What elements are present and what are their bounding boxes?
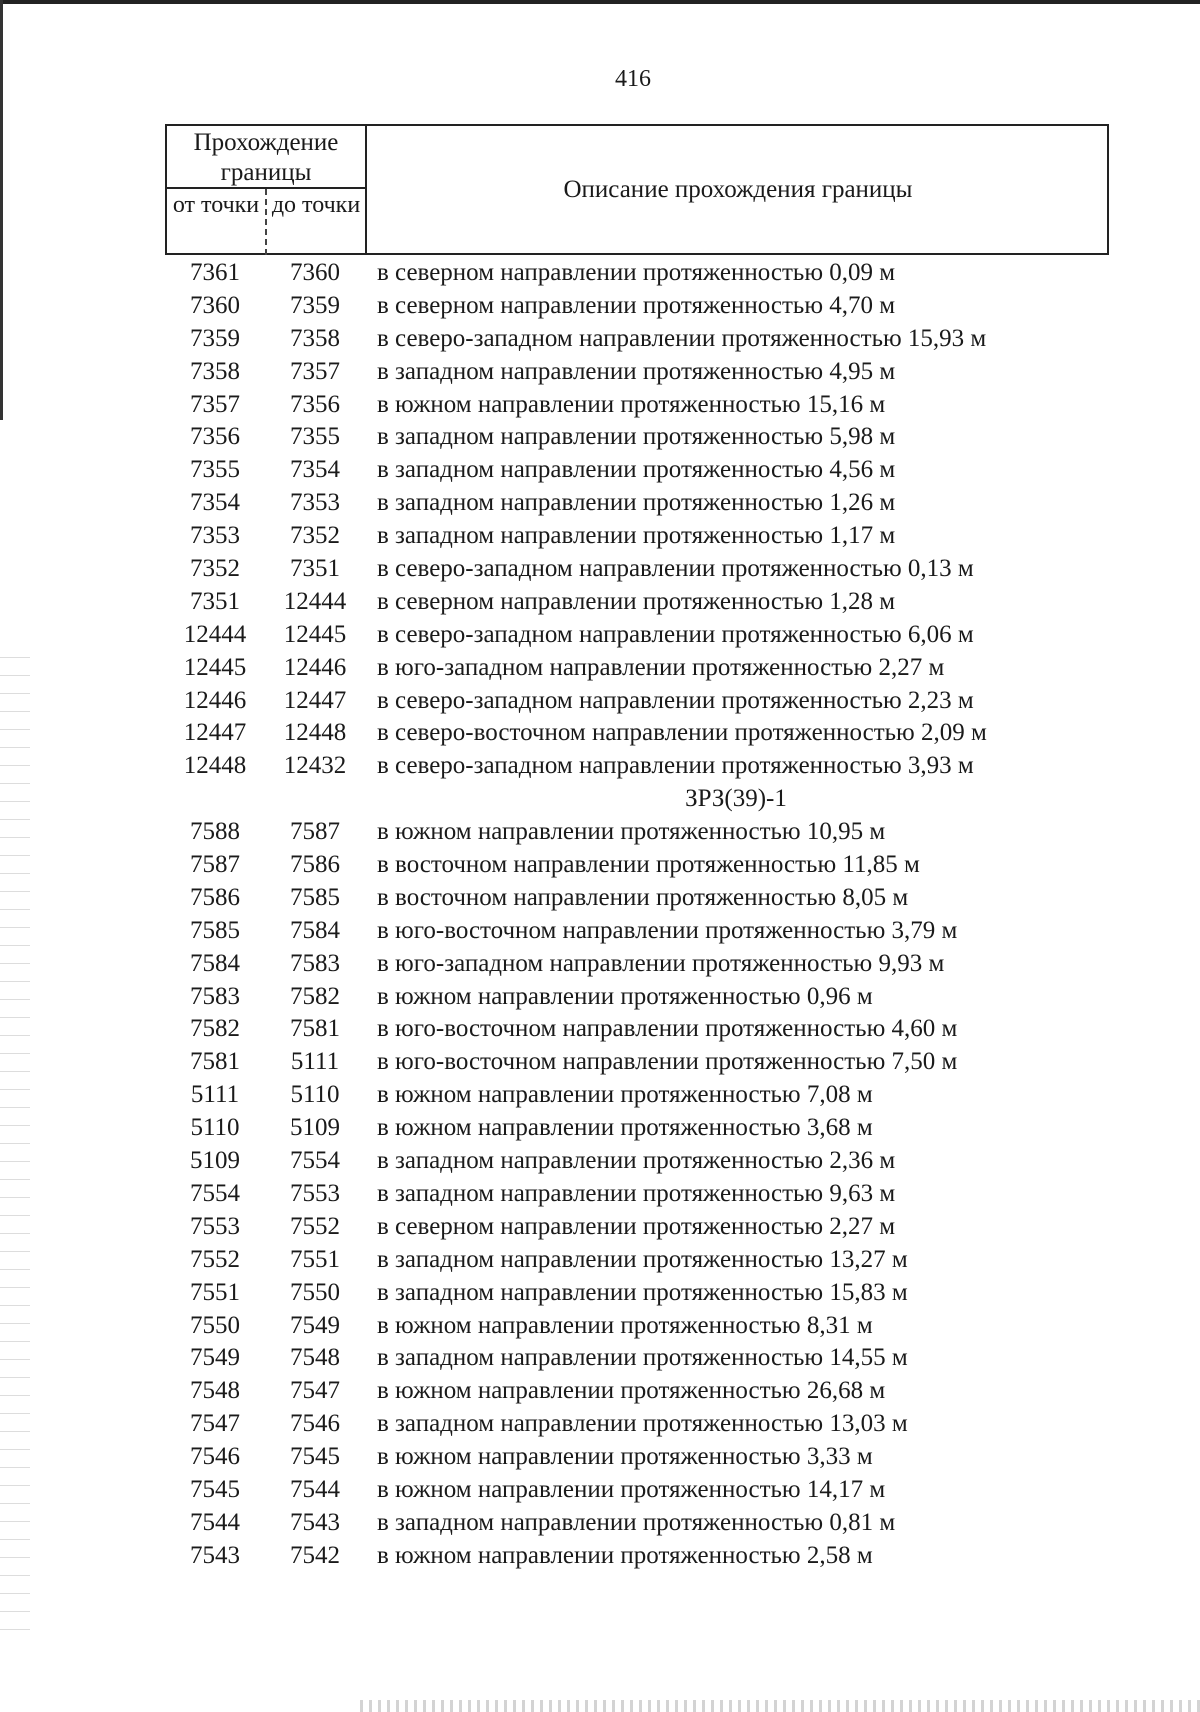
to-point-cell: 7581	[290, 1015, 340, 1043]
to-point-cell: 7355	[290, 423, 340, 451]
from-point-cell: 5110	[190, 1114, 240, 1142]
description-cell: в западном направлении протяженностью 5,98 м	[377, 423, 896, 451]
to-point-cell: 7353	[290, 489, 340, 517]
from-point-cell: 7584	[190, 949, 240, 977]
to-point-cell: 7587	[290, 818, 340, 846]
description-cell: в северо-западном направлении протяженностью 15,93 м	[377, 324, 987, 352]
table-row	[165, 1079, 1109, 1112]
description-cell: в западном направлении протяженностью 4,56 м	[377, 456, 896, 484]
to-point-cell: 12432	[283, 752, 347, 780]
from-point-cell: 7582	[190, 1015, 240, 1043]
table-row	[165, 1013, 1109, 1046]
from-point-cell: 7553	[190, 1212, 240, 1240]
description-cell: в юго-западном направлении протяженностью 2,27 м	[377, 653, 945, 681]
table-row	[165, 356, 1109, 389]
table-row	[165, 1342, 1109, 1375]
table-row	[165, 1310, 1109, 1343]
from-point-cell: 12446	[183, 686, 247, 714]
table-row	[165, 1375, 1109, 1408]
table-row	[165, 1244, 1109, 1277]
description-cell: в северо-восточном направлении протяженностью 2,09 м	[377, 719, 987, 747]
table-row	[165, 1408, 1109, 1441]
description-cell: в западном направлении протяженностью 13,03 м	[377, 1410, 908, 1438]
table-row	[165, 586, 1109, 619]
to-point-cell: 12446	[283, 653, 347, 681]
description-cell: в южном направлении протяженностью 14,17 м	[377, 1475, 886, 1503]
from-point-cell: 7544	[190, 1508, 240, 1536]
description-cell: в южном направлении протяженностью 15,16 м	[377, 390, 886, 418]
section-heading: ЗРЗ(39)-1	[685, 785, 787, 813]
from-point-cell: 7355	[190, 456, 240, 484]
to-point-cell: 7543	[290, 1508, 340, 1536]
table-row	[165, 1507, 1109, 1540]
description-cell: в северо-западном направлении протяженностью 6,06 м	[377, 620, 974, 648]
from-point-cell: 7356	[190, 423, 240, 451]
table-row	[165, 454, 1109, 487]
to-point-cell: 7351	[290, 555, 340, 583]
scan-bottom-noise	[360, 1700, 1200, 1712]
scan-margin-specks	[0, 640, 30, 1640]
header-to-point: до точки	[267, 189, 367, 255]
to-point-cell: 7582	[290, 982, 340, 1010]
from-point-cell: 7354	[190, 489, 240, 517]
from-point-cell: 7543	[190, 1541, 240, 1569]
from-point-cell: 7357	[190, 390, 240, 418]
table-row	[165, 685, 1109, 718]
from-point-cell: 7546	[190, 1443, 240, 1471]
description-cell: в западном направлении протяженностью 14,55 м	[377, 1344, 908, 1372]
to-point-cell: 7546	[290, 1410, 340, 1438]
header-description: Описание прохождения границы	[563, 175, 913, 203]
table-row	[165, 717, 1109, 750]
to-point-cell: 7352	[290, 522, 340, 550]
to-point-cell: 7357	[290, 357, 340, 385]
description-cell: в западном направлении протяженностью 1,26 м	[377, 489, 896, 517]
description-cell: в западном направлении протяженностью 15,83 м	[377, 1278, 908, 1306]
to-point-cell: 7354	[290, 456, 340, 484]
to-point-cell: 12447	[283, 686, 347, 714]
to-point-cell: 7359	[290, 291, 340, 319]
description-cell: в западном направлении протяженностью 1,17 м	[377, 522, 896, 550]
from-point-cell: 7352	[190, 555, 240, 583]
table-row	[165, 816, 1109, 849]
description-cell: в южном направлении протяженностью 7,08 м	[377, 1081, 873, 1109]
description-cell: в юго-восточном направлении протяженностью 7,50 м	[377, 1048, 958, 1076]
from-point-cell: 7550	[190, 1311, 240, 1339]
description-cell: в восточном направлении протяженностью 8,05 м	[377, 883, 909, 911]
table-body	[165, 257, 1109, 1573]
table-row	[165, 1540, 1109, 1573]
from-point-cell: 7585	[190, 916, 240, 944]
description-cell: в западном направлении протяженностью 4,95 м	[377, 357, 896, 385]
to-point-cell: 7549	[290, 1311, 340, 1339]
from-point-cell: 7351	[190, 587, 240, 615]
table-row	[165, 1112, 1109, 1145]
table-row	[165, 323, 1109, 356]
to-point-cell: 7552	[290, 1212, 340, 1240]
page-number: 416	[615, 66, 651, 92]
from-point-cell: 7583	[190, 982, 240, 1010]
to-point-cell: 5111	[290, 1048, 340, 1076]
table-header	[165, 124, 1109, 255]
table-row	[165, 1211, 1109, 1244]
from-point-cell: 7554	[190, 1179, 240, 1207]
from-point-cell: 7586	[190, 883, 240, 911]
description-cell: в южном направлении протяженностью 0,96 м	[377, 982, 873, 1010]
scan-top-border	[0, 0, 1200, 4]
table-row	[165, 1046, 1109, 1079]
to-point-cell: 7356	[290, 390, 340, 418]
to-point-cell: 7358	[290, 324, 340, 352]
table-row	[165, 882, 1109, 915]
description-cell: в западном направлении протяженностью 9,63 м	[377, 1179, 896, 1207]
description-cell: в северо-западном направлении протяженностью 0,13 м	[377, 555, 974, 583]
description-cell: в юго-западном направлении протяженностью 9,93 м	[377, 949, 945, 977]
from-point-cell: 7353	[190, 522, 240, 550]
to-point-cell: 7360	[290, 259, 340, 286]
from-point-cell: 7587	[190, 851, 240, 879]
to-point-cell: 7551	[290, 1245, 340, 1273]
to-point-cell: 7547	[290, 1377, 340, 1405]
table-row	[165, 1178, 1109, 1211]
from-point-cell: 7359	[190, 324, 240, 352]
description-cell: в северо-западном направлении протяженностью 2,23 м	[377, 686, 974, 714]
to-point-cell: 5109	[290, 1114, 340, 1142]
header-from-point: от точки	[167, 189, 267, 255]
to-point-cell: 7554	[290, 1147, 340, 1175]
from-point-cell: 5111	[190, 1081, 240, 1109]
from-point-cell: 12448	[183, 752, 247, 780]
to-point-cell: 7585	[290, 883, 340, 911]
description-cell: в восточном направлении протяженностью 11,85 м	[377, 851, 920, 879]
description-cell: в южном направлении протяженностью 26,68 м	[377, 1377, 886, 1405]
description-cell: в западном направлении протяженностью 2,36 м	[377, 1147, 896, 1175]
section-heading-row	[165, 783, 1109, 816]
to-point-cell: 7583	[290, 949, 340, 977]
to-point-cell: 12445	[283, 620, 347, 648]
description-cell: в южном направлении протяженностью 10,95 м	[377, 818, 886, 846]
to-point-cell: 7548	[290, 1344, 340, 1372]
description-cell: в западном направлении протяженностью 0,81 м	[377, 1508, 896, 1536]
from-point-cell: 12445	[183, 653, 247, 681]
to-point-cell: 7544	[290, 1475, 340, 1503]
table-row	[165, 257, 1109, 290]
scan-left-border	[0, 0, 3, 420]
from-point-cell: 7358	[190, 357, 240, 385]
from-point-cell: 7588	[190, 818, 240, 846]
description-cell: в северо-западном направлении протяженностью 3,93 м	[377, 752, 974, 780]
header-boundary-passage: Прохождение границы	[167, 126, 367, 189]
table-row	[165, 1474, 1109, 1507]
from-point-cell: 7360	[190, 291, 240, 319]
description-cell: в северном направлении протяженностью 4,70 м	[377, 291, 896, 319]
table-row	[165, 948, 1109, 981]
to-point-cell: 12448	[283, 719, 347, 747]
table-row	[165, 421, 1109, 454]
to-point-cell: 7542	[290, 1541, 340, 1569]
table-row	[165, 1441, 1109, 1474]
to-point-cell: 7545	[290, 1443, 340, 1471]
description-cell: в северном направлении протяженностью 0,09 м	[377, 259, 896, 286]
description-cell: в южном направлении протяженностью 3,33 м	[377, 1443, 873, 1471]
description-cell: в северном направлении протяженностью 1,28 м	[377, 587, 896, 615]
from-point-cell: 7361	[190, 259, 240, 286]
from-point-cell: 12447	[183, 719, 247, 747]
description-cell: в юго-восточном направлении протяженностью 3,79 м	[377, 916, 958, 944]
to-point-cell: 5110	[290, 1081, 340, 1109]
to-point-cell: 7550	[290, 1278, 340, 1306]
table-row	[165, 652, 1109, 685]
from-point-cell: 7547	[190, 1410, 240, 1438]
table-row	[165, 1277, 1109, 1310]
from-point-cell: 7548	[190, 1377, 240, 1405]
table-row	[165, 915, 1109, 948]
to-point-cell: 7584	[290, 916, 340, 944]
table-row	[165, 849, 1109, 882]
from-point-cell: 7581	[190, 1048, 240, 1076]
to-point-cell: 12444	[283, 587, 347, 615]
from-point-cell: 7545	[190, 1475, 240, 1503]
description-cell: в южном направлении протяженностью 2,58 м	[377, 1541, 873, 1569]
from-point-cell: 5109	[190, 1147, 240, 1175]
table-row	[165, 981, 1109, 1014]
from-point-cell: 7551	[190, 1278, 240, 1306]
table-row	[165, 520, 1109, 553]
from-point-cell: 7552	[190, 1245, 240, 1273]
table-row	[165, 1145, 1109, 1178]
to-point-cell: 7553	[290, 1179, 340, 1207]
description-cell: в северном направлении протяженностью 2,27 м	[377, 1212, 896, 1240]
table-row	[165, 487, 1109, 520]
description-cell: в юго-восточном направлении протяженностью 4,60 м	[377, 1015, 958, 1043]
table-row	[165, 619, 1109, 652]
description-cell: в южном направлении протяженностью 8,31 м	[377, 1311, 873, 1339]
from-point-cell: 12444	[183, 620, 247, 648]
table-row	[165, 750, 1109, 783]
to-point-cell: 7586	[290, 851, 340, 879]
from-point-cell: 7549	[190, 1344, 240, 1372]
table-row	[165, 553, 1109, 586]
description-cell: в южном направлении протяженностью 3,68 м	[377, 1114, 873, 1142]
description-cell: в западном направлении протяженностью 13,27 м	[377, 1245, 908, 1273]
table-row	[165, 389, 1109, 422]
table-row	[165, 290, 1109, 323]
